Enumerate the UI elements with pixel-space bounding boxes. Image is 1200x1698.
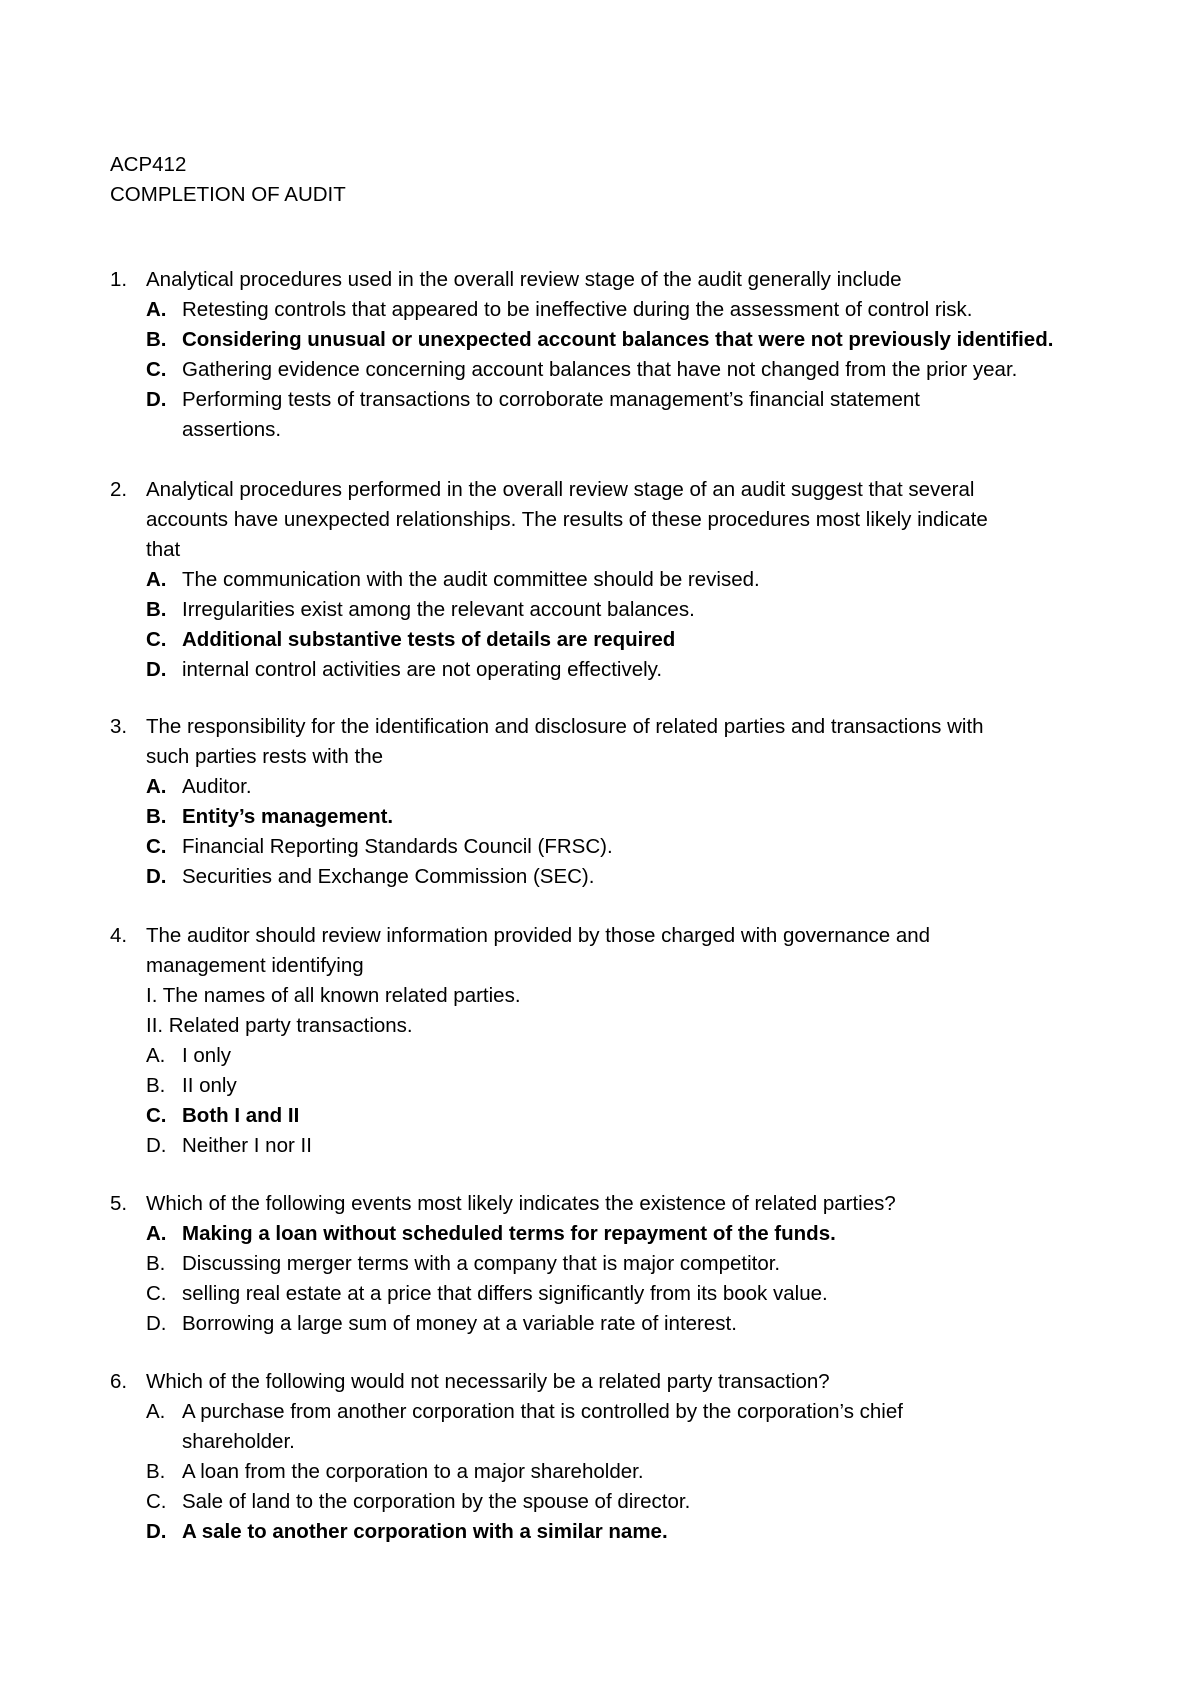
option-b: B. Discussing merger terms with a company that is major competitor.: [146, 1252, 781, 1275]
question-3: 3. The responsibility for the identification and disclosure of related parties and transactions with such parties rests with the A. Auditor. B. Entity’s management. C. Financial Reporting Standards Council (FRSC). D. Securities and Exchange Commission (SEC).: [110, 712, 1110, 892]
question-text: Which of the following would not necessarily be a related party transaction?: [146, 1370, 830, 1393]
option-d-continued: assertions.: [182, 418, 282, 441]
option-d: D. internal control activities are not operating effectively.: [146, 658, 663, 681]
option-a: A. Retesting controls that appeared to be ineffective during the assessment of control risk.: [146, 298, 973, 321]
question-text: Which of the following events most likely indicates the existence of related parties?: [146, 1192, 896, 1215]
option-d: D. Securities and Exchange Commission (SEC).: [146, 865, 595, 888]
option-c: C. Sale of land to the corporation by the spouse of director.: [146, 1490, 691, 1513]
question-text: The auditor should review information provided by those charged with governance and: [146, 924, 931, 947]
question-1: [110, 265, 1110, 445]
question-6: [110, 1367, 1110, 1547]
option-a: A. I only: [146, 1044, 231, 1067]
option-b-correct: B. Considering unusual or unexpected account balances that were not previously identified.: [146, 328, 1054, 351]
statement-i: I. The names of all known related parties.: [146, 984, 521, 1007]
statement-ii: II. Related party transactions.: [146, 1014, 413, 1037]
question-number: 2.: [110, 478, 128, 501]
option-a-correct: A. Making a loan without scheduled terms for repayment of the funds.: [146, 1222, 836, 1245]
option-c: C. Gathering evidence concerning account balances that have not changed from the prior year.: [146, 358, 1018, 381]
option-d: D. Borrowing a large sum of money at a variable rate of interest.: [146, 1312, 737, 1335]
course-code: ACP412: [110, 153, 187, 176]
option-b: B. A loan from the corporation to a major shareholder.: [146, 1460, 644, 1483]
question-number: 1.: [110, 268, 128, 291]
question-number: 4.: [110, 924, 128, 947]
option-a: A. A purchase from another corporation that is controlled by the corporation’s chief: [146, 1400, 903, 1423]
option-b: B. II only: [146, 1074, 237, 1097]
option-a: A. The communication with the audit committee should be revised.: [146, 568, 760, 591]
option-c: C. selling real estate at a price that differs significantly from its book value.: [146, 1282, 828, 1305]
option-b-correct: B. Entity’s management.: [146, 805, 394, 828]
option-d: D. Performing tests of transactions to corroborate management’s financial statement: [146, 388, 920, 411]
document-header: [110, 150, 346, 210]
option-c-correct: C. Additional substantive tests of details are required: [146, 628, 676, 651]
question-text: The responsibility for the identification and disclosure of related parties and transactions with: [146, 715, 984, 738]
question-number: 6.: [110, 1370, 128, 1393]
question-text: Analytical procedures used in the overall review stage of the audit generally include: [146, 268, 902, 291]
option-d-correct: D. A sale to another corporation with a similar name.: [146, 1520, 668, 1543]
option-d: D. Neither I nor II: [146, 1134, 312, 1157]
question-text: Analytical procedures performed in the overall review stage of an audit suggest that several: [146, 478, 975, 501]
option-b: B. Irregularities exist among the relevant account balances.: [146, 598, 695, 621]
question-2: 2. Analytical procedures performed in the overall review stage of an audit suggest that several accounts have unexpected relationships. The results of these procedures most likely indicate that A. The communication with the audit committee should be revised. B. Irregularities exist among the relevant account balances. C. Additional substantive tests of details are required D. internal control activities are not operating effectively.: [110, 475, 1110, 685]
option-c-correct: C. Both I and II: [146, 1104, 300, 1127]
option-a: A. Auditor.: [146, 775, 252, 798]
option-c: C. Financial Reporting Standards Council (FRSC).: [146, 835, 613, 858]
question-4: 4. The auditor should review information provided by those charged with governance and management identifying I. The names of all known related parties. II. Related party transactions. A. I only B. II only C. Both I and II D. Neither I nor II: [110, 921, 1110, 1161]
document-title: COMPLETION OF AUDIT: [110, 183, 346, 206]
option-a-continued: shareholder.: [182, 1430, 295, 1453]
question-number: 3.: [110, 715, 128, 738]
question-number: 5.: [110, 1192, 128, 1215]
question-5: [110, 1189, 1110, 1339]
